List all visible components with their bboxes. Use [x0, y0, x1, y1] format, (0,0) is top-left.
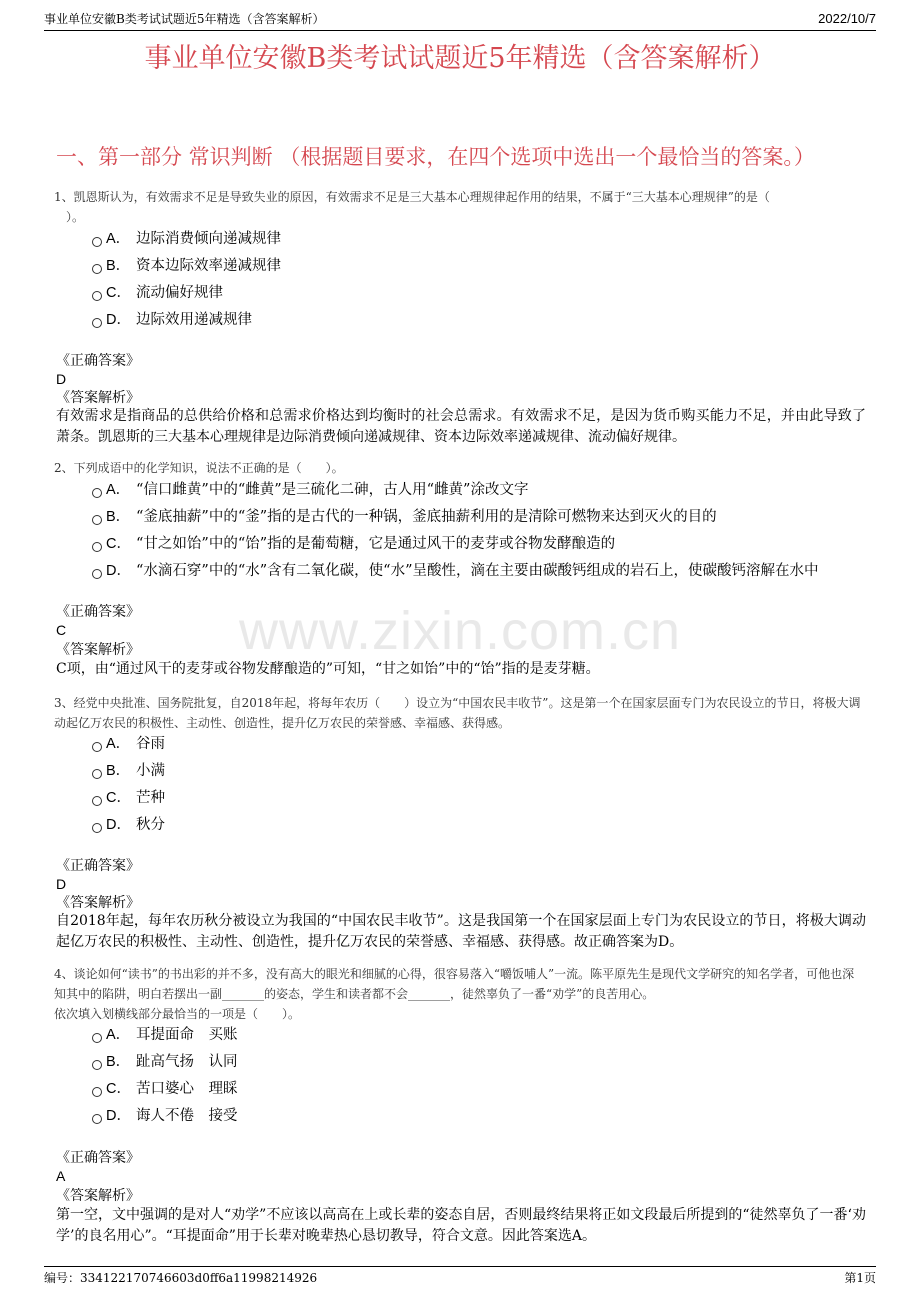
question-stem	[54, 187, 866, 227]
option-text: “水滴石穿”中的“水”含有二氧化碳，使“水”呈酸性，滴在主要由碳酸钙组成的岩石上，使碳酸钙溶解在水中	[136, 563, 819, 579]
radio-icon[interactable]	[92, 1060, 102, 1070]
option-a[interactable]: A． 耳提面命 买账	[92, 1024, 238, 1046]
option-d[interactable]: D． “水滴石穿”中的“水”含有二氧化碳，使“水”呈酸性，滴在主要由碳酸钙组成的岩石上，使碳酸钙溶解在水中	[92, 560, 818, 582]
radio-icon[interactable]	[92, 237, 102, 247]
page-number: 第1页	[844, 1271, 876, 1285]
answer-label: 《正确答案》	[56, 858, 140, 874]
option-text: 趾高气扬 认同	[136, 1054, 238, 1070]
question-stem-line: 4、谈论如何“读书”的书出彩的并不多，没有高大的眼光和细腻的心得，很容易落入“嚼饭哺人”一流。陈平原先生是现代文学研究的知名学者，可他也深知其中的陷阱，明白若摆出一副_______的姿态，学生和读者都不会_______，徒然辜负了一番“劝学”的良苦用心。	[54, 967, 855, 1001]
question-stem-line: 3、经党中央批准、国务院批复，自2018年起，将每年农历（ ）设立为“中国农民丰收节”。这是第一个在国家层面专门为农民设立的节日，将极大调动起亿万农民的积极性、主动性、创造性，提升亿万农民的荣誉感、幸福感、获得感。	[54, 696, 861, 730]
option-c[interactable]: C． 流动偏好规律	[92, 282, 223, 304]
question-stem	[54, 458, 866, 478]
correct-answer: D	[56, 876, 67, 892]
option-text: “釜底抽薪”中的“釜”指的是古代的一种锅，釜底抽薪利用的是清除可燃物来达到灭火的目的	[136, 509, 717, 525]
page-header	[44, 10, 876, 31]
radio-icon[interactable]	[92, 1033, 102, 1043]
radio-icon[interactable]	[92, 515, 102, 525]
question-stem-line: ）。	[66, 210, 85, 224]
document-id: 编号：334122170746603d0ff6a11998214926	[44, 1271, 318, 1285]
option-text: 流动偏好规律	[136, 285, 223, 301]
analysis-text: 第一空，文中强调的是对人“劝学”不应该以高高在上或长辈的姿态自居，否则最终结果将正如文段最后所提到的“徒然辜负了一番‘劝学’的良名用心”。“耳提面命”用于长辈对晚辈热心恳切教导，符合文意。因此答案选A。	[56, 1207, 866, 1244]
option-b[interactable]: B． “釜底抽薪”中的“釜”指的是古代的一种锅，釜底抽薪利用的是清除可燃物来达到灭火的目的	[92, 506, 717, 528]
analysis-label: 《答案解析》	[56, 390, 140, 406]
radio-icon[interactable]	[92, 823, 102, 833]
analysis-label: 《答案解析》	[56, 895, 140, 911]
question-stem-line: 2、下列成语中的化学知识，说法不正确的是（ ）。	[54, 461, 344, 475]
option-text: 资本边际效率递减规律	[136, 258, 281, 274]
page-footer	[44, 1266, 876, 1287]
radio-icon[interactable]	[92, 569, 102, 579]
section-title: 一、第一部分 常识判断 （根据题目要求，在四个选项中选出一个最恰当的答案。）	[56, 145, 815, 169]
analysis-text: 自2018年起，每年农历秋分被设立为我国的“中国农民丰收节”。这是我国第一个在国家层面上专门为农民设立的节日，将极大调动起亿万农民的积极性、主动性、创造性，提升亿万农民的荣誉感、幸福感、获得感。故正确答案为D。	[56, 913, 866, 950]
option-d[interactable]: D． 秋分	[92, 814, 165, 836]
radio-icon[interactable]	[92, 796, 102, 806]
option-c[interactable]: C． “甘之如饴”中的“饴”指的是葡萄糖，它是通过风干的麦芽或谷物发酵酿造的	[92, 533, 615, 555]
option-c[interactable]: C． 苦口婆心 理睬	[92, 1078, 238, 1100]
option-text: 边际效用递减规律	[136, 312, 252, 328]
header-doc-name: 事业单位安徽B类考试试题近5年精选（含答案解析）	[44, 12, 325, 26]
radio-icon[interactable]	[92, 742, 102, 752]
option-b[interactable]: B． 趾高气扬 认同	[92, 1051, 238, 1073]
question-stem-line: 依次填入划横线部分最恰当的一项是（ ）。	[54, 1007, 301, 1021]
option-text: “信口雌黄”中的“雌黄”是三硫化二砷，古人用“雌黄”涂改文字	[136, 482, 529, 498]
analysis-text: 有效需求是指商品的总供给价格和总需求价格达到均衡时的社会总需求。有效需求不足，是因为货币购买能力不足，并由此导致了萧条。凯恩斯的三大基本心理规律是边际消费倾向递减规律、资本边际效率递减规律、流动偏好规律。	[56, 408, 866, 445]
radio-icon[interactable]	[92, 542, 102, 552]
question-stem-line: 1、凯恩斯认为，有效需求不足是导致失业的原因，有效需求不足是三大基本心理规律起作用的结果，不属于“三大基本心理规律”的是（	[54, 190, 770, 204]
option-text: “甘之如饴”中的“饴”指的是葡萄糖，它是通过风干的麦芽或谷物发酵酿造的	[136, 536, 616, 552]
option-text: 谷雨	[136, 736, 165, 752]
watermark: www.zixin.com.cn	[238, 601, 682, 661]
option-text: 诲人不倦 接受	[136, 1108, 238, 1124]
option-text: 秋分	[136, 817, 165, 833]
option-b[interactable]: B． 资本边际效率递减规律	[92, 255, 281, 277]
analysis-text: C项，由“通过风干的麦芽或谷物发酵酿造的”可知，“甘之如饴”中的“饴”指的是麦芽糖。	[56, 661, 600, 677]
option-d[interactable]: D． 诲人不倦 接受	[92, 1105, 238, 1127]
correct-answer: C	[56, 622, 67, 638]
radio-icon[interactable]	[92, 1114, 102, 1124]
radio-icon[interactable]	[92, 769, 102, 779]
option-d[interactable]: D． 边际效用递减规律	[92, 309, 252, 331]
question-stem	[54, 964, 866, 1024]
radio-icon[interactable]	[92, 291, 102, 301]
correct-answer: A	[56, 1168, 66, 1184]
option-text: 芒种	[136, 790, 165, 806]
option-text: 苦口婆心 理睬	[136, 1081, 238, 1097]
question-stem	[54, 693, 866, 733]
option-a[interactable]: A． “信口雌黄”中的“雌黄”是三硫化二砷，古人用“雌黄”涂改文字	[92, 479, 528, 501]
answer-label: 《正确答案》	[56, 1150, 140, 1166]
correct-answer: D	[56, 371, 67, 387]
analysis-label: 《答案解析》	[56, 1188, 140, 1204]
option-b[interactable]: B． 小满	[92, 760, 165, 782]
radio-icon[interactable]	[92, 1087, 102, 1097]
radio-icon[interactable]	[92, 318, 102, 328]
radio-icon[interactable]	[92, 488, 102, 498]
option-a[interactable]: A． 谷雨	[92, 733, 165, 755]
document-title: 事业单位安徽B类考试试题近5年精选（含答案解析）	[144, 43, 776, 74]
header-date: 2022/10/7	[818, 11, 876, 26]
analysis-label: 《答案解析》	[56, 642, 140, 658]
answer-label: 《正确答案》	[56, 353, 140, 369]
option-text: 耳提面命 买账	[136, 1027, 238, 1043]
radio-icon[interactable]	[92, 264, 102, 274]
option-text: 小满	[136, 763, 165, 779]
option-c[interactable]: C． 芒种	[92, 787, 165, 809]
option-a[interactable]: A． 边际消费倾向递减规律	[92, 228, 281, 250]
option-text: 边际消费倾向递减规律	[136, 231, 281, 247]
answer-label: 《正确答案》	[56, 604, 140, 620]
